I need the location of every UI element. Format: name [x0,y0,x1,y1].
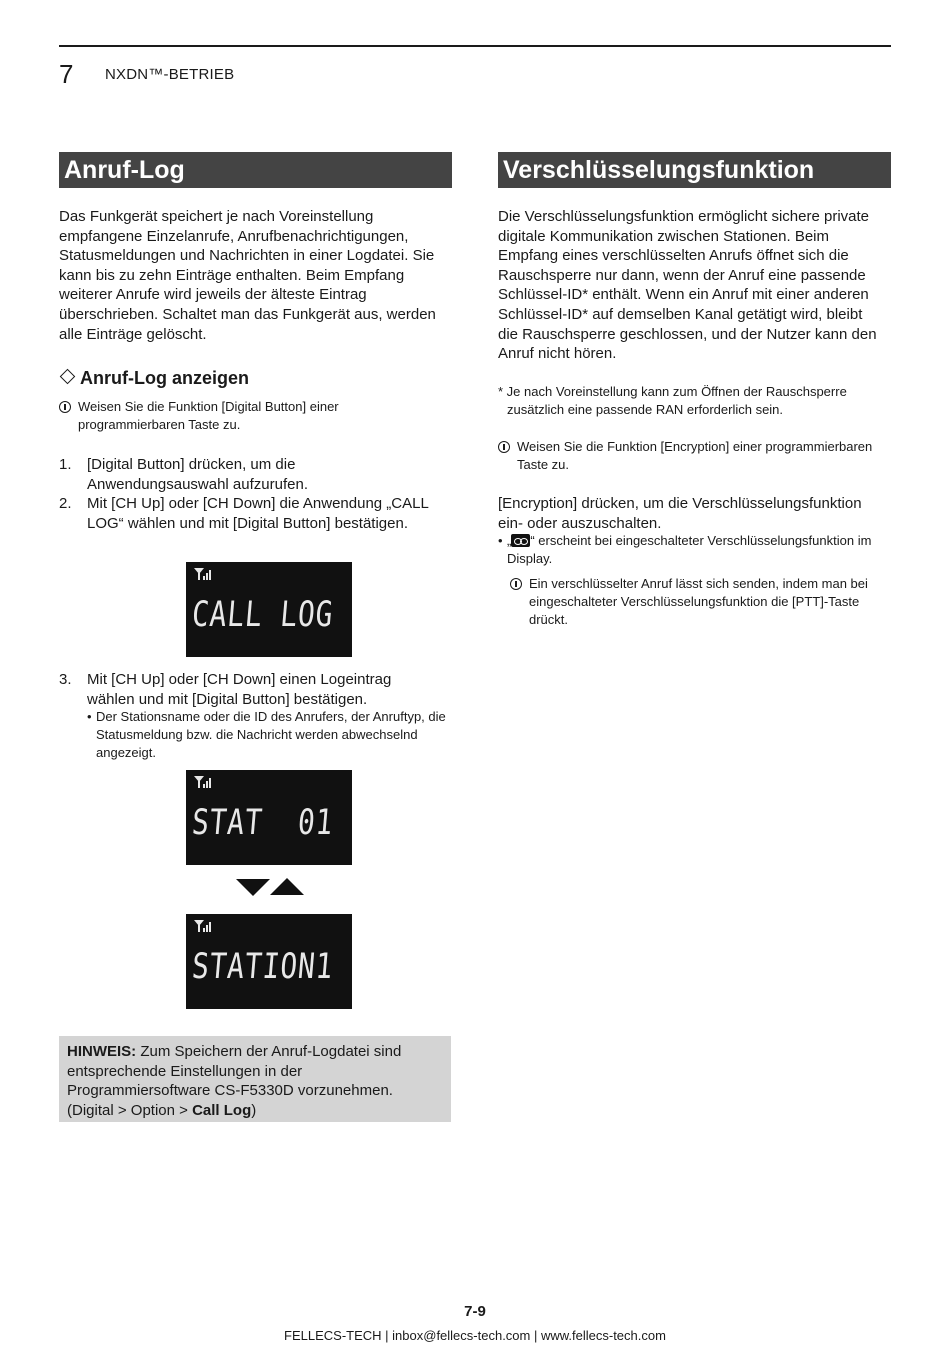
info-icon [498,441,510,453]
signal-icon [194,776,214,788]
info-note-ptt: Ein verschlüsselter Anruf lässt sich senden, indem man bei eingeschalteter Verschlüsselungsfunktion die [PTT]-Taste drückt. [510,575,885,629]
encryption-icon [511,534,530,547]
call-log-intro: Das Funkgerät speichert je nach Voreinstellung empfangene Einzelanrufe, Anrufbenachrichtigungen, Statusmeldungen und Nachrichten in einer Logdatei. Sie kann bis zu zehn Einträge enthalten. Beim Empfang weiterer Anrufe wird jeweils der älteste Eintrag überschrieben. Schaltet man das Funkgerät aus, werden alle Einträge gelöscht. [59,208,436,343]
chapter-title: NXDN™-BETRIEB [105,66,235,83]
encryption-intro: Die Verschlüsselungsfunktion ermöglicht sichere private digitale Kommunikation zwischen Stationen. Beim Empfang eines verschlüsselten Anrufs öffnet sich die Rauschsperre nur dann, wenn der Anruf eine passende Schlüssel-ID* enthält. Wenn ein Anruf mit einer anderen Schlüssel-ID* auf demselben Kanal getätigt wird, bleibt die Rauschsperre geschlossen, und der Nutzer kann den Anruf nicht hören. [498,208,877,363]
lcd-text: STAT 01 [190,803,335,843]
step-3: 3. Mit [CH Up] oder [CH Down] einen Logeintrag wählen und mit [Digital Button] bestätigen. [59,671,392,708]
diamond-icon [60,369,76,385]
triangle-down-icon [236,879,270,896]
footnote: * Je nach Voreinstellung kann zum Öffnen der Rauschsperre zusätzlich eine passende RAN erforderlich sein. [498,384,847,417]
step-3-bullet: • Der Stationsname oder die ID des Anrufers, der Anruftyp, die Statusmeldung bzw. die Nachricht werden abwechselnd angezeigt. [87,709,446,760]
subheading-call-log: Anruf-Log anzeigen [59,367,451,389]
step-2: 2. Mit [CH Up] oder [CH Down] die Anwendung „CALL LOG“ wählen und mit [Digital Button] bestätigen. [59,495,429,532]
footer-contact: FELLECS-TECH | inbox@fellecs-tech.com | www.fellecs-tech.com [284,1328,666,1343]
step-1: 1. [Digital Button] drücken, um die Anwendungsauswahl aufzurufen. [59,456,308,493]
encryption-bullet: • „ “ erscheint bei eingeschalteter Verschlüsselungsfunktion im Display. [498,533,872,566]
info-icon [510,578,522,590]
signal-icon [194,568,214,580]
section-title-encryption: Verschlüsselungsfunktion [498,152,891,188]
encryption-instruction: [Encryption] drücken, um die Verschlüsselungsfunktion ein- oder auszuschalten. [498,495,862,532]
alternating-arrows [236,877,306,897]
lcd-display-station [186,914,352,1009]
lcd-text: STATION1 [190,947,335,987]
section-title-call-log: Anruf-Log [59,152,452,188]
signal-icon [194,920,214,932]
chapter-number: 7 [59,59,74,89]
info-note-encryption: Weisen Sie die Funktion [Encryption] einer programmierbaren Taste zu. [498,438,888,474]
info-icon [59,401,71,413]
info-note-digital-button: Weisen Sie die Funktion [Digital Button] einer programmierbaren Taste zu. [59,398,449,434]
header-rule [59,45,891,47]
page-number: 7-9 [464,1303,486,1320]
lcd-display-call-log [186,562,352,657]
lcd-text: CALL LOG [190,595,335,635]
lcd-display-stat [186,770,352,865]
hinweis-note: HINWEIS: Zum Speichern der Anruf-Logdatei sind entsprechende Einstellungen in der Programmiersoftware CS-F5330D vorzunehmen. (Digital > Option > Call Log) [59,1036,451,1122]
triangle-up-icon [270,878,304,895]
